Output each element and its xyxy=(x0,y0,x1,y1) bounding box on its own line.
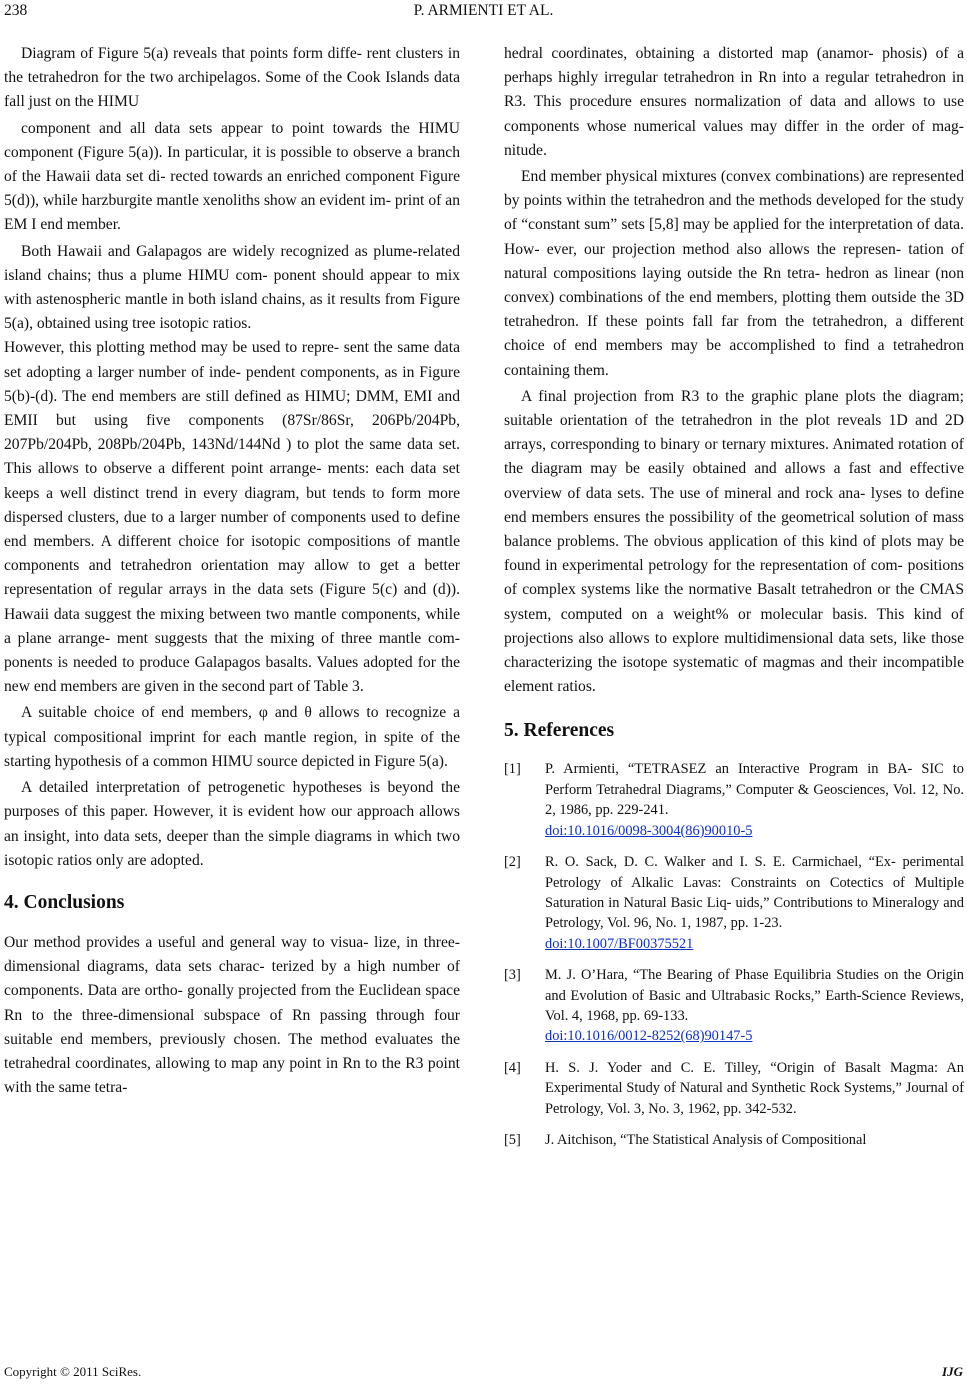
paragraph: End member physical mixtures (convex combinations) are represented by points within the tetrahedron and the methods developed for the study of “constant sum” sets [5,8] may be applied for the interpretation of data. How- ever, our projection method also allows the represen- tation of natural compositions laying outside the Rn tetra- hedron as linear (non convex) combinations of the end members, plotting them outside the 3D tetrahedron. If these points fall far from the tetrahedron, a different choice of end members may be accomplished to find a tetrahedron containing them. xyxy=(504,168,964,379)
reference-item xyxy=(504,759,964,841)
paragraph: Both Hawaii and Galapagos are widely recognized as plume-related island chains; thus a plume HIMU com- ponent should appear to mix with astenospheric mantle in both island chains, as it results from Figure 5(a), obtained using tree isotopic ratios. xyxy=(4,242,460,333)
reference-text: H. S. J. Yoder and C. E. Tilley, “Origin of Basalt Magma: An Experimental Study of Natural and Synthetic Rock Systems,” Journal of Petrology, Vol. 3, No. 3, 1962, pp. 342-532. xyxy=(545,1059,964,1117)
reference-number: [1] xyxy=(504,761,521,778)
page-header xyxy=(0,0,967,28)
page-footer xyxy=(0,1364,967,1382)
paragraph: component and all data sets appear to point towards the HIMU component (Figure 5(a)). In particular, it is possible to observe a branch of the Hawaii data set di- rected towards an enriched component Figure 5(d)), while harzburgite mantle xenoliths show an evident im- print of an EM I end member. xyxy=(4,119,460,234)
left-column xyxy=(4,42,460,1100)
section-heading: 4. Conclusions xyxy=(4,891,125,913)
reference-number: [4] xyxy=(504,1059,521,1076)
paragraph: hedral coordinates, obtaining a distorted map (anamor- phosis) of a perhaps highly irregular tetrahedron in Rn into a regular tetrahedron in R3. This procedure ensures normalization of data and allows to use components whose numerical values may differ in the order of mag- nitude. xyxy=(504,45,964,159)
journal-abbreviation: IJG xyxy=(942,1364,963,1379)
paragraph: A detailed interpretation of petrogenetic hypotheses is beyond the purposes of this paper. However, it is evident how our approach allows an insight, into data sets, deeper than the simple diagrams in which two isotopic ratios only are adopted. xyxy=(4,779,460,869)
reference-text: M. J. O’Hara, “The Bearing of Phase Equilibria Studies on the Origin and Evolution of Basic and Ultrabasic Rocks,” Earth-Science Reviews, Vol. 4, 1968, pp. 69-133. xyxy=(545,967,964,1024)
paragraph: Diagram of Figure 5(a) reveals that points form diffe- rent clusters in the tetrahedron for the two archipelagos. Some of the Cook Islands data fall just on the HIMU xyxy=(4,45,460,111)
page-number: 238 xyxy=(4,2,28,19)
paragraph: However, this plotting method may be used to repre- sent the same data set adopting a larger number of inde- pendent components, as in Figure 5(b)-(d). The end members are still defined as HIMU; DMM, EMI and EMII but using five components (87Sr/86Sr, 206Pb/204Pb, 207Pb/204Pb, 208Pb/204Pb, 143Nd/144Nd ) to plot the same data set. This allows to observe a different point arrange- ments: each data set keeps a well distinct trend in every diagram, but tends to form more dispersed clusters, due to a larger number of components used to define end members. A different choice for isotopic compositions of mantle components and tetrahedron orientation may allow to get a better representation of regular arrays in the data sets (Figure 5(c) and (d)). Hawaii data suggest the mixing between two mantle components, while a plane arrange- ment suggests that the mixing of three mantle com- ponents is needed to produce Galapagos basalts. Values adopted for the new end members are given in the second part of Table 3. xyxy=(4,339,460,696)
reference-text: R. O. Sack, D. C. Walker and I. S. E. Carmichael, “Ex- perimental Petrology of Alkalic Lavas: Constraints on Cotectics of Multiple Saturation in Natural Basic Liq- uids,” Contributions to Mineralogy and Petrology, Vol. 96, No. 1, 1987, pp. 1-23. xyxy=(545,854,964,932)
paragraph: A final projection from R3 to the graphic plane plots the diagram; suitable orientation of the tetrahedron in the plot reveals 1D and 2D arrays, corresponding to binary or ternary mixtures. Animated rotation of the diagram may be easily obtained and allows a fast and effective overview of data sets. The use of mineral and rock ana- lyses to define end members ensures the possibility of the geometrical solution of mass balance problems. The obvious application of this kind of plots may be found in experimental petrology for the representation of com- positions of complex systems like the normative Basalt tetrahedron or the CMAS system, computed on a weight% or molecular basis. This kind of projections also allows to explore multidimensional data sets, like those characterizing the isotope systematic of magmas and their incompatible element ratios. xyxy=(504,387,964,696)
reference-item xyxy=(504,1130,964,1150)
reference-item xyxy=(504,852,964,954)
copyright-notice: Copyright © 2011 SciRes. xyxy=(4,1364,142,1379)
paragraph: A suitable choice of end members, φ and θ allows to recognize a typical compositional imprint for each mantle region, in spite of the starting hypothesis of a common HIMU source depicted in Figure 5(a). xyxy=(4,704,460,770)
right-column xyxy=(504,42,964,1161)
reference-text: J. Aitchison, “The Statistical Analysis of Compositional xyxy=(545,1131,867,1148)
section-heading: 5. References xyxy=(504,720,615,742)
doi-link[interactable]: doi:10.1007/BF00375521 xyxy=(545,935,694,952)
reference-number: [3] xyxy=(504,967,521,984)
doi-link[interactable]: doi:10.1016/0012-8252(68)90147-5 xyxy=(545,1028,753,1045)
running-title: P. ARMIENTI ET AL. xyxy=(413,2,554,19)
doi-link[interactable]: doi:10.1016/0098-3004(86)90010-5 xyxy=(545,822,753,839)
reference-number: [2] xyxy=(504,854,521,871)
reference-text: P. Armienti, “TETRASEZ an Interactive Program in BA- SIC to Perform Tetrahedral Diagrams,” Computer & Geosciences, Vol. 12, No. 2, 1986, pp. 229-241. xyxy=(545,761,964,819)
reference-number: [5] xyxy=(504,1131,521,1148)
reference-item xyxy=(504,1058,964,1119)
paragraph: Our method provides a useful and general way to visua- lize, in three-dimensional diagrams, data sets charac- terized by a high number of components. Data are ortho- gonally projected from the Euclidean space Rn to the three-dimensional subspace of Rn passing through four suitable end members, previously chosen. The method evaluates the tetrahedral coordinates, allowing to map any point in Rn to the R3 point with the same tetra- xyxy=(4,933,460,1097)
reference-item xyxy=(504,965,964,1047)
